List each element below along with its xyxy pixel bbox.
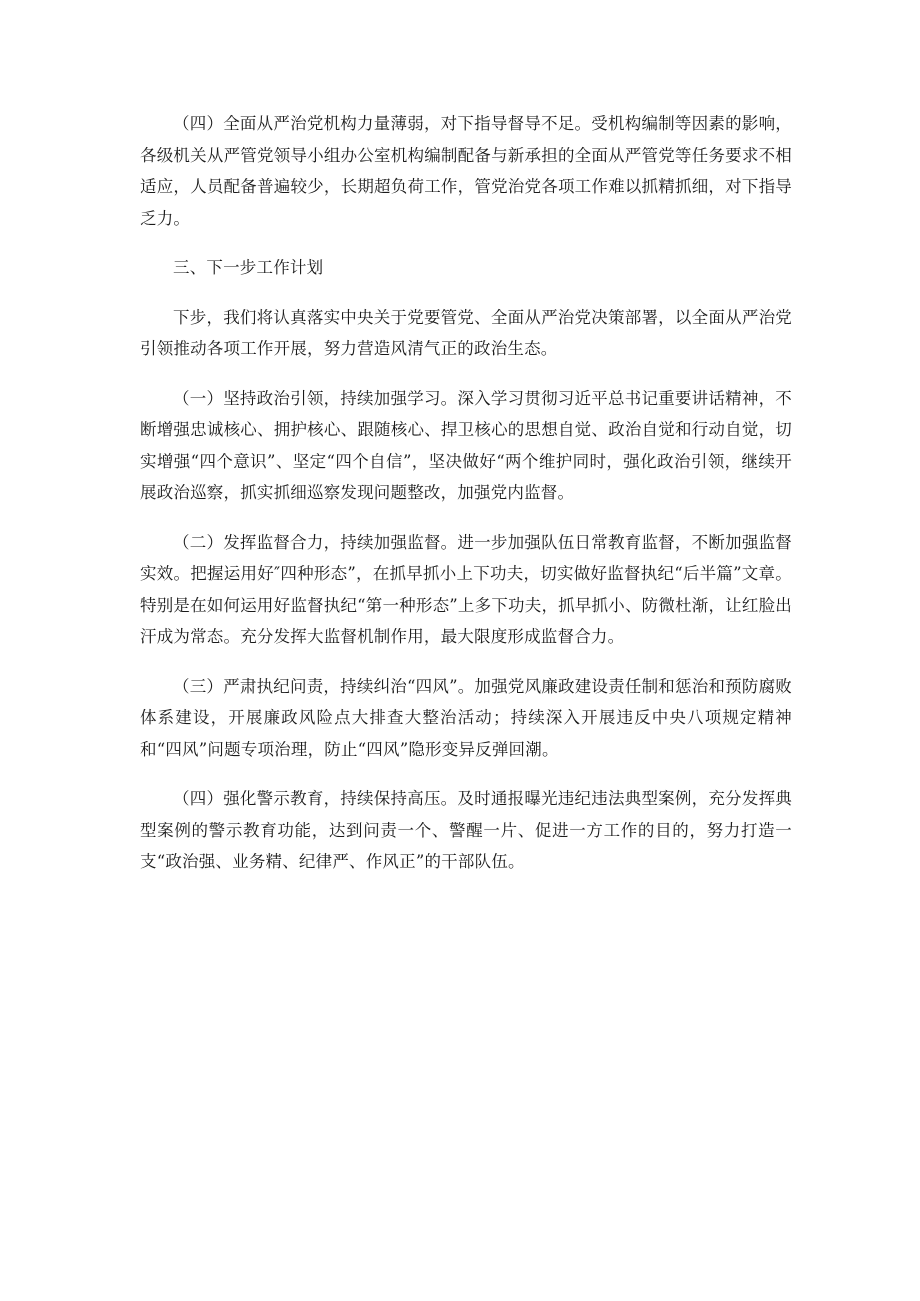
document-page: [140, 108, 792, 896]
paragraph-item-two: （二）发挥监督合力，持续加强监督。进一步加强队伍日常教育监督，不断加强监督实效。把握运用好″四种形态”，在抓早抓小上下功夫，切实做好监督执纪“后半篇”文章。特别是在如何运用好监督执纪“第一种形态”上多下功夫，抓早抓小、防微杜渐，让红脸出汗成为常态。充分发挥大监督机制作用，最大限度形成监督合力。: [140, 532, 792, 646]
paragraph-item-one: （一）坚持政治引领，持续加强学习。深入学习贯彻习近平总书记重要讲话精神，不断增强忠诚核心、拥护核心、跟随核心、捍卫核心的思想自觉、政治自觉和行动自觉，切实增强“四个意识”、坚定“四个自信”，坚决做好“两个维护同时，强化政治引领，继续开展政治巡察，抓实抓细巡察发现问题整改，加强党内监督。: [140, 388, 792, 502]
paragraph-item-three: （三）严肃执纪问责，持续纠治“四风”。加强党风廉政建设责任制和惩治和预防腐败体系建设，开展廉政风险点大排查大整治活动；持续深入开展违反中央八项规定精神和“四风”问题专项治理，防止“四风”隐形变异反弹回潮。: [140, 676, 792, 759]
section-three-heading: 三、下一步工作计划: [173, 258, 324, 277]
paragraph-section-two-item-four: （四）全面从严治党机构力量薄弱，对下指导督导不足。受机构编制等因素的影响，各级机关从严管党领导小组办公室机构编制配备与新承担的全面从严管党等任务要求不相适应，人员配备普遍较少，长期超负荷工作，管党治党各项工作难以抓精抓细，对下指导乏力。: [140, 114, 792, 228]
paragraph-item-four: （四）强化警示教育，持续保持高压。及时通报曝光违纪违法典型案例，充分发挥典型案例的警示教育功能，达到问责一个、警醒一片、促进一方工作的目的，努力打造一支“政治强、业务精、纪律严、作风正”的干部队伍。: [140, 789, 792, 871]
paragraph-intro: 下步，我们将认真落实中央关于党要管党、全面从严治党决策部署，以全面从严治党引领推动各项工作开展，努力营造风清气正的政治生态。: [140, 307, 792, 358]
